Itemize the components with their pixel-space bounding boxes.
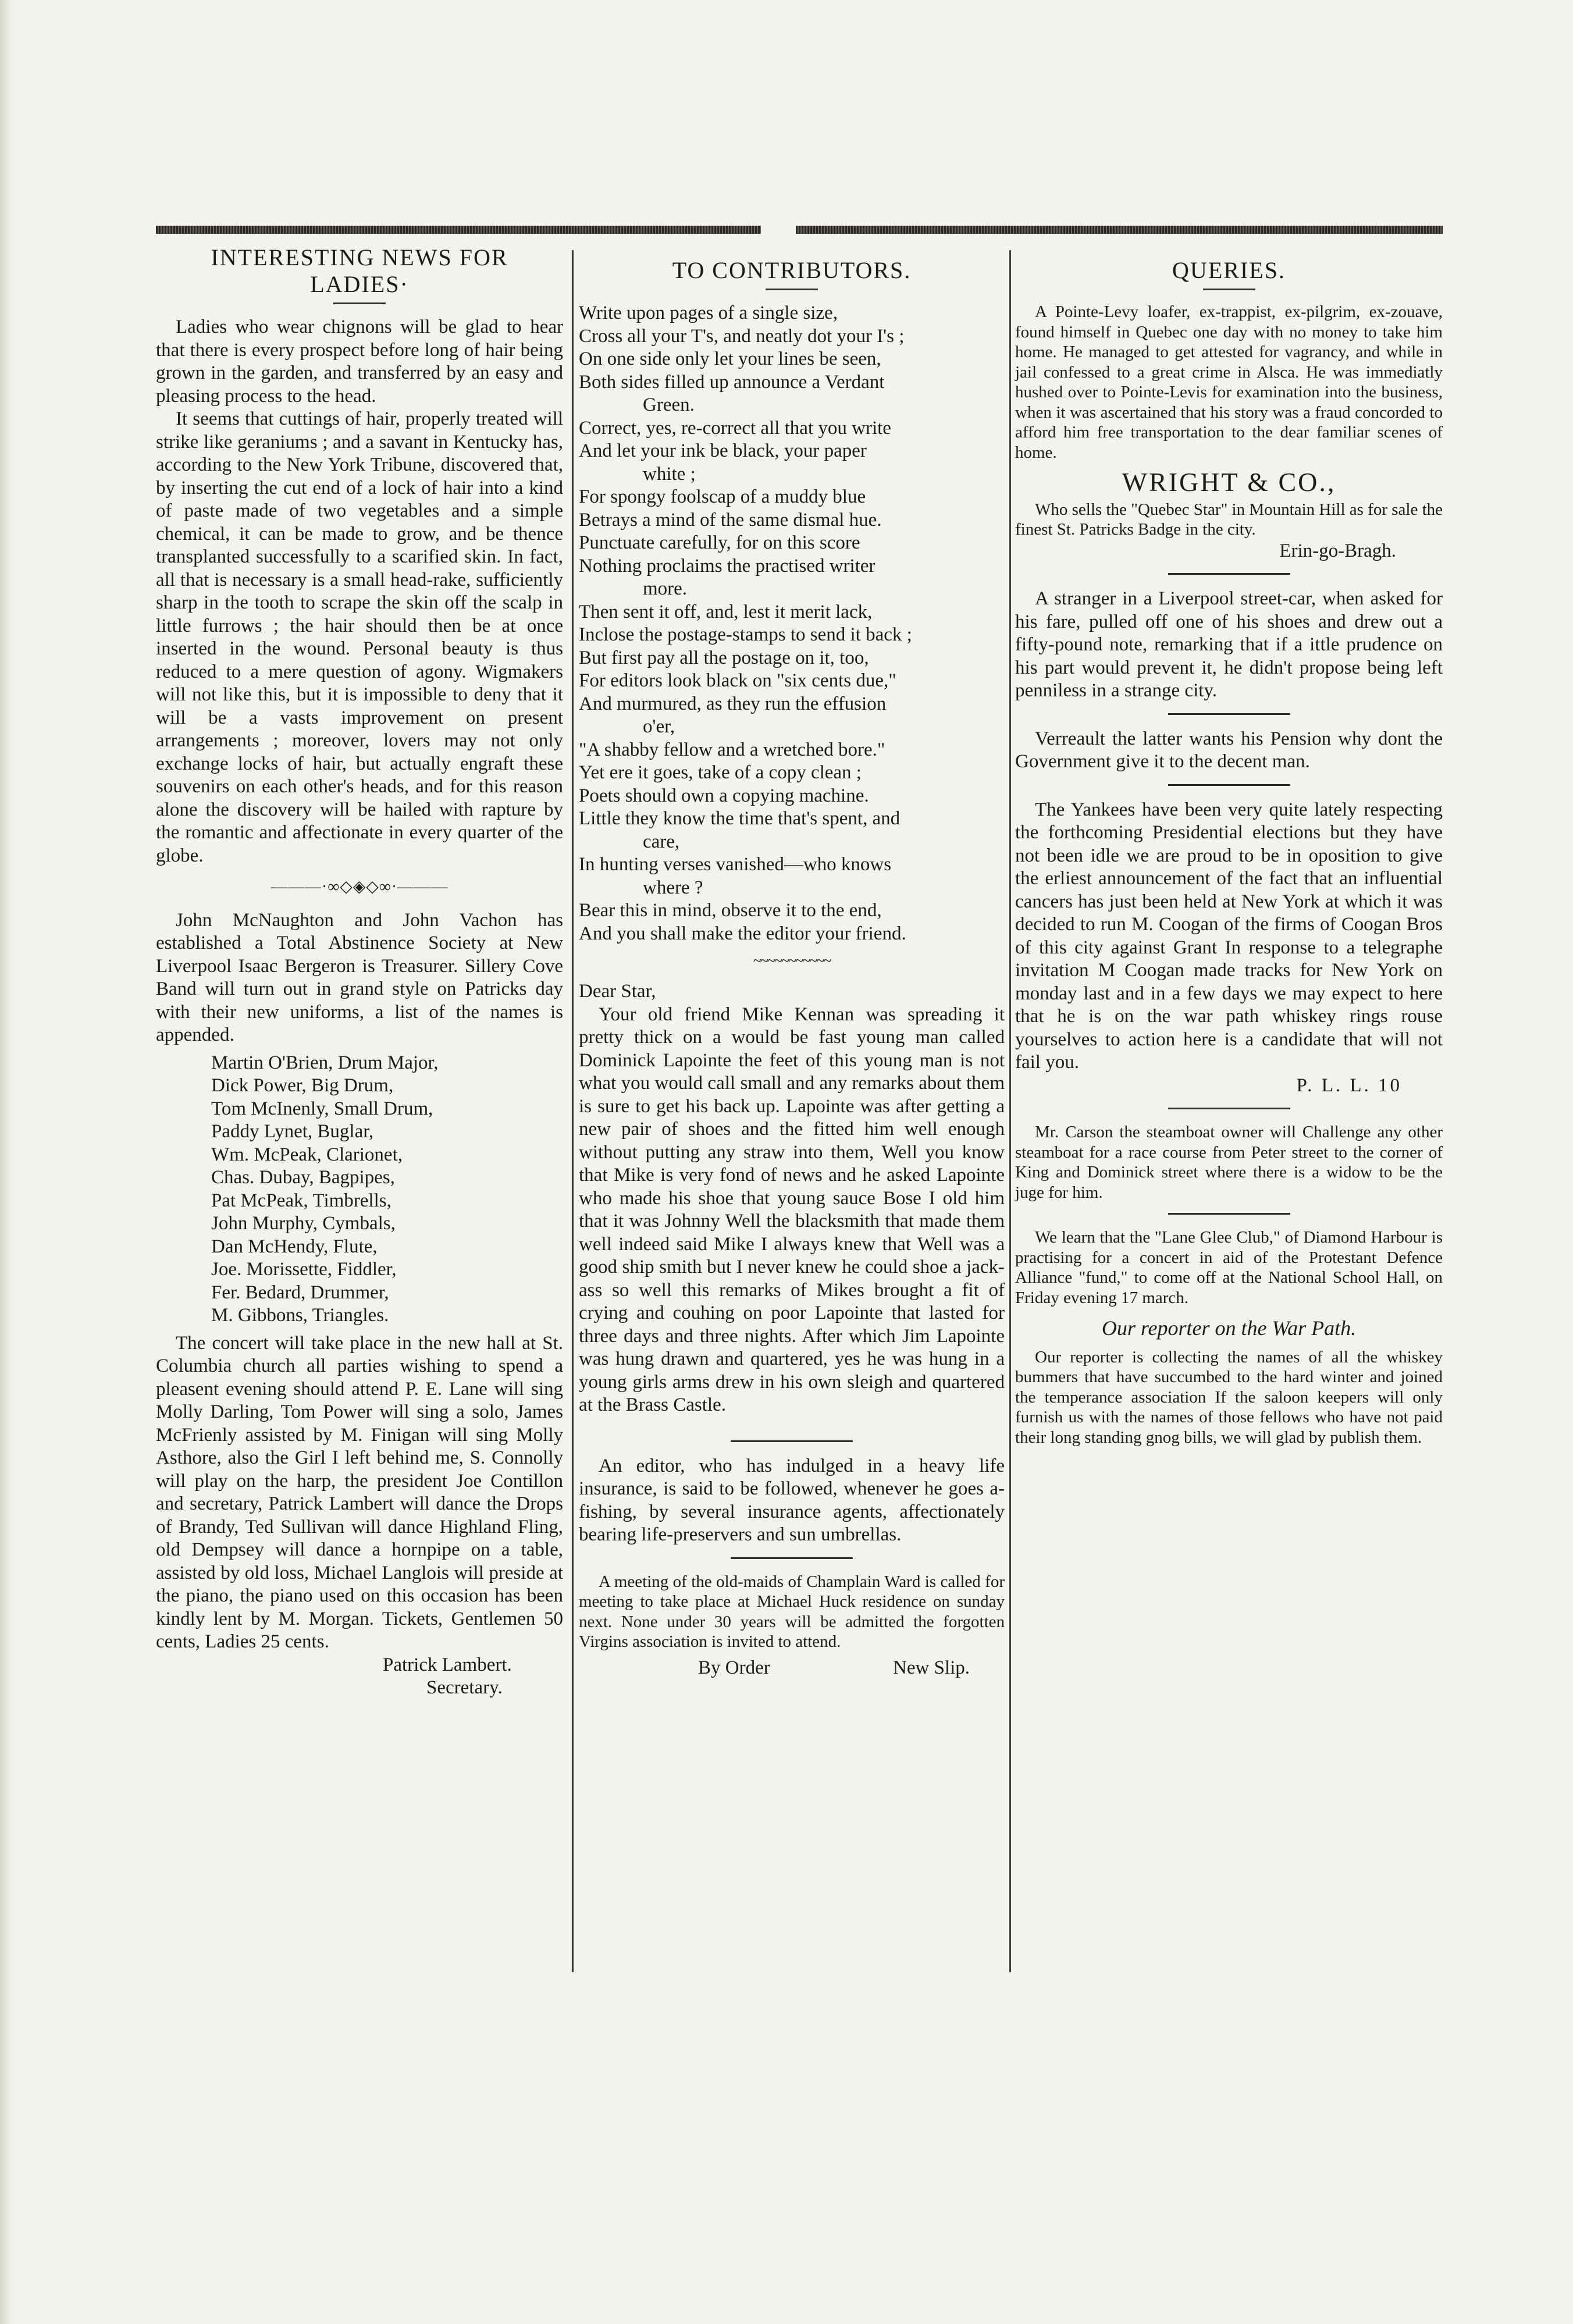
roster-item: John Murphy, Cymbals, (211, 1213, 396, 1234)
poem-line: Cross all your T's, and neatly dot your I's ; (579, 325, 905, 347)
advert-motto: Erin-go-Bragh. (1279, 540, 1396, 561)
poem-line: And let your ink be black, your paper (579, 440, 867, 461)
article-paragraph: It seems that cuttings of hair, properly treated will strike like geraniums ; and a savant in Kentucky has, according to the New York Tribune, discovered that, by inserting the cut end of a lock of hair into a kind of paste made of two vegetables and a simple chemical, it can be made to grow, and be thence transplanted successfully to a scarified skin. In fact, all that is necessary is a small head-rake, sufficiently sharp in the tooth to scrape the skin off the scalp in little furrows ; the hair should then be at once inserted in the wound. Personal beauty is thus reduced to a mere question of agony. Wigmakers will not like this, but it is impossible to deny that it will be a vasts improvement on present arrangements ; moreover, lovers may not only exchange locks of hair, but actually engraft these souvenirs on each other's heads, and for this reason alone the discovery will be hailed with rapture by the romantic and affectionate in every quarter of the globe. (156, 408, 563, 866)
ornament-divider: ———·∞◇◈◇∞·——— (271, 878, 449, 896)
queries-paragraph: A Pointe-Levy loafer, ex-trappist, ex-pilgrim, ex-zouave, found himself in Quebec one day with no money to take him home. He managed to get attested for vagrancy, and while in jail confessed to a great crime in Alsca. He was immediatly hushed over to Pointe-Levis for examination into the business, when it was ascertained that his story was a fraud concorded to afford him free transportation to the dear familiar scenes of home. (1015, 302, 1443, 462)
editor-paragraph: An editor, who has indulged in a heavy life insurance, is said to be followed, whenever he goes a-fishing, by several insurance agents, affectionately bearing life-preservers and sun umbrellas. (579, 1455, 1005, 1545)
roster-item: Joe. Morissette, Fiddler, (211, 1259, 397, 1280)
section-rule (731, 1557, 853, 1559)
poem-line-continuation: white ; (643, 463, 696, 485)
heading-line-2: LADIES· (310, 271, 409, 297)
society-paragraph: John McNaughton and John Vachon has established a Total Abstinence Society at New Liverpool Isaac Bergeron is Treasurer. Sillery Cove Band will turn out in grand style on Patricks day with their new uniforms, a list of the names is appended. (156, 909, 563, 1045)
contributors-heading: TO CONTRIBUTORS. (672, 257, 912, 283)
roster-item: M. Gibbons, Triangles. (211, 1305, 389, 1326)
poem-line: Punctuate carefully, for on this score (579, 532, 860, 553)
war-path-paragraph: Our reporter is collecting the names of all the whiskey bummers that have succumbed to the hard winter and joined the temperance association If the saloon keepers will only furnish us with the names of those fellows who have not paid their long standing gnog bills, we will glad by publish them. (1015, 1347, 1443, 1447)
concert-paragraph: The concert will take place in the new hall at St. Columbia church all parties wishing to spend a pleasent evening should attend P. E. Lane will sing Molly Darling, Tom Power will sing a solo, James McFrienly assisted by M. Finigan will sing Molly Asthore, also the Girl I left behind me, S. Connolly will play on the harp, the president Joe Contillon and secretary, Patrick Lambert will dance the Drops of Brandy, Ted Sullivan will dance Highland Fling, old Dempsey will dance a hornpipe on a table, assisted by old loss, Michael Langlois will preside at the piano, the piano used on this occasion has been kindly lent by M. Morgan. Tickets, Gentlemen 50 cents, Ladies 25 cents. (156, 1332, 563, 1652)
advert-title: WRIGHT & CO., (1122, 467, 1336, 497)
section-rule (1168, 784, 1290, 786)
poem-line: Inclose the postage-stamps to send it back ; (579, 624, 912, 645)
poem-line: For editors look black on "six cents due," (579, 670, 896, 691)
roster-item: Martin O'Brien, Drum Major, (211, 1052, 439, 1073)
poem-line-continuation: o'er, (643, 716, 675, 737)
verreault-paragraph: Verreault the latter wants his Pension why dont the Government give it to the decent man. (1015, 728, 1443, 772)
poem-line: "A shabby fellow and a wretched bore." (579, 739, 885, 760)
glee-club-paragraph: We learn that the "Lane Glee Club," of Diamond Harbour is practising for a concert in aid of the Protestant Defence Alliance "fund," to come off at the National School Hall, on Friday evening 17 march. (1015, 1228, 1443, 1307)
letter-body: Your old friend Mike Kennan was spreading it pretty thick on a would be fast young man called Dominick Lapointe the feet of this young man is not what you would call small and any remarks about them is sure to get his back up. Lapointe was after getting a new pair of shoes and the fitted him well enough without putting any straw into them, Well you know that Mike is very fond of news and he asked Lapointe who made his shoe that young sauce Bose I old him that it was Johnny Well the blacksmith that made them well indeed said Mike I always knew that Well was a good ship smith but I never knew he could shoe a jack-ass so well this remarks of Mikes brought a fit of crying and couhing on poor Lapointe that lasted for three days and three nights. After which Jim Lapointe was hung drawn and quartered, yes he was hung in a young girls arms drew in his own sleigh and quartered at the Brass Castle. (579, 1003, 1005, 1415)
poem-line: Correct, yes, re-correct all that you write (579, 417, 891, 439)
poem-line-continuation: more. (643, 578, 688, 599)
header-rule-left (156, 226, 761, 234)
poem-line-continuation: Green. (643, 394, 695, 415)
poem-line: Bear this in mind, observe it to the end, (579, 900, 882, 921)
roster-item: Tom McInenly, Small Drum, (211, 1098, 433, 1119)
letter-salutation: Dear Star, (579, 981, 656, 1002)
carson-paragraph: Mr. Carson the steamboat owner will Challenge any other steamboat for a race course from Peter street to the corner of King and Dominick street where there is a widow to be the juge for him. (1015, 1123, 1443, 1202)
heading-line-1: INTERESTING NEWS FOR (211, 244, 508, 271)
header-rule-right (796, 226, 1443, 234)
war-path-heading: Our reporter on the War Path. (1101, 1316, 1357, 1340)
poem-line-continuation: where ? (643, 877, 703, 898)
middle-column (579, 244, 1005, 1679)
article-heading (156, 244, 563, 298)
right-column (1015, 244, 1443, 1447)
poem-line: Then sent it off, and, lest it merit lack, (579, 601, 873, 622)
meeting-paragraph: A meeting of the old-maids of Champlain Ward is called for meeting to take place at Michael Huck residence on sunday next. None under 30 years will be admitted the forgotten Virgins association is invited to attend. (579, 1572, 1005, 1651)
signature-name: Patrick Lambert. (383, 1654, 512, 1675)
poem-line: And murmured, as they run the effusion (579, 693, 887, 714)
section-rule (1168, 1213, 1290, 1215)
roster-item: Fer. Bedard, Drummer, (211, 1282, 389, 1303)
poem-line: Little they know the time that's spent, and (579, 808, 901, 829)
yankees-signature: P. L. L. 10 (1296, 1074, 1402, 1096)
column-divider-2 (1009, 250, 1011, 1972)
meeting-byline (579, 1652, 1005, 1680)
roster-item: Pat McPeak, Timbrells, (211, 1190, 392, 1211)
page-edge-shadow (0, 0, 12, 2324)
poem-line: In hunting verses vanished—who knows (579, 854, 892, 875)
left-column (156, 244, 563, 1700)
section-rule (1168, 713, 1290, 715)
poem-line: And you shall make the editor your friend. (579, 923, 906, 944)
advert-body: Who sells the "Quebec Star" in Mountain Hill as for sale the finest St. Patricks Badge in the city. (1015, 500, 1443, 539)
short-rule (1203, 289, 1255, 290)
section-rule (731, 1440, 853, 1442)
by-order-label: By Order (698, 1657, 770, 1678)
signature-title: Secretary. (426, 1677, 503, 1698)
new-slip-label: New Slip. (893, 1657, 970, 1678)
short-rule (766, 289, 818, 290)
poem-line: But first pay all the postage on it, too, (579, 647, 869, 668)
roster-item: Wm. McPeak, Clarionet, (211, 1144, 403, 1165)
contributors-poem (579, 302, 1005, 945)
poem-line: For spongy foolscap of a muddy blue (579, 486, 866, 507)
roster-item: Dick Power, Big Drum, (211, 1075, 394, 1096)
wavy-divider: ~~~~~~~~~~~ (753, 952, 831, 969)
yankees-paragraph: The Yankees have been very quite lately respecting the forthcoming Presidential elections but they have not been idle we are proud to be in oposition to give the erliest announcement of the fact that an influential cancers has just been held at New York at which it was decided to run M. Coogan of the firms of Coogan Bros of this city against Grant In response to a telegraphe invitation M Coogan made tracks for New York on monday last and in a few days we may expect to here that he is on the war path whiskey rings rouse yourselves to action here is a candidate that will not fail you. (1015, 799, 1443, 1073)
short-rule (333, 302, 386, 304)
poem-line: Write upon pages of a single size, (579, 302, 838, 323)
poem-line: Poets should own a copying machine. (579, 785, 869, 806)
poem-line: Betrays a mind of the same dismal hue. (579, 509, 882, 531)
roster-item: Dan McHendy, Flute, (211, 1236, 378, 1257)
stranger-paragraph: A stranger in a Liverpool street-car, when asked for his fare, pulled off one of his shoes and drew out a fifty-pound note, remarking that if a ittle prudence on his part would prevent it, he didn't propose being left penniless in a strange city. (1015, 588, 1443, 701)
queries-heading: QUERIES. (1172, 257, 1286, 283)
section-rule (1168, 573, 1290, 575)
poem-line: On one side only let your lines be seen, (579, 348, 881, 369)
column-divider-1 (572, 250, 574, 1972)
poem-line-continuation: care, (643, 831, 680, 852)
band-roster (211, 1052, 563, 1328)
poem-line: Yet ere it goes, take of a copy clean ; (579, 762, 862, 783)
poem-line: Nothing proclaims the practised writer (579, 555, 876, 576)
roster-item: Chas. Dubay, Bagpipes, (211, 1167, 395, 1188)
section-rule (1168, 1108, 1290, 1109)
roster-item: Paddy Lynet, Buglar, (211, 1121, 374, 1142)
poem-line: Both sides filled up announce a Verdant (579, 371, 885, 393)
article-paragraph: Ladies who wear chignons will be glad to hear that there is every prospect before long of hair being grown in the garden, and transferred by an easy and pleasing process to the head. (156, 316, 563, 407)
